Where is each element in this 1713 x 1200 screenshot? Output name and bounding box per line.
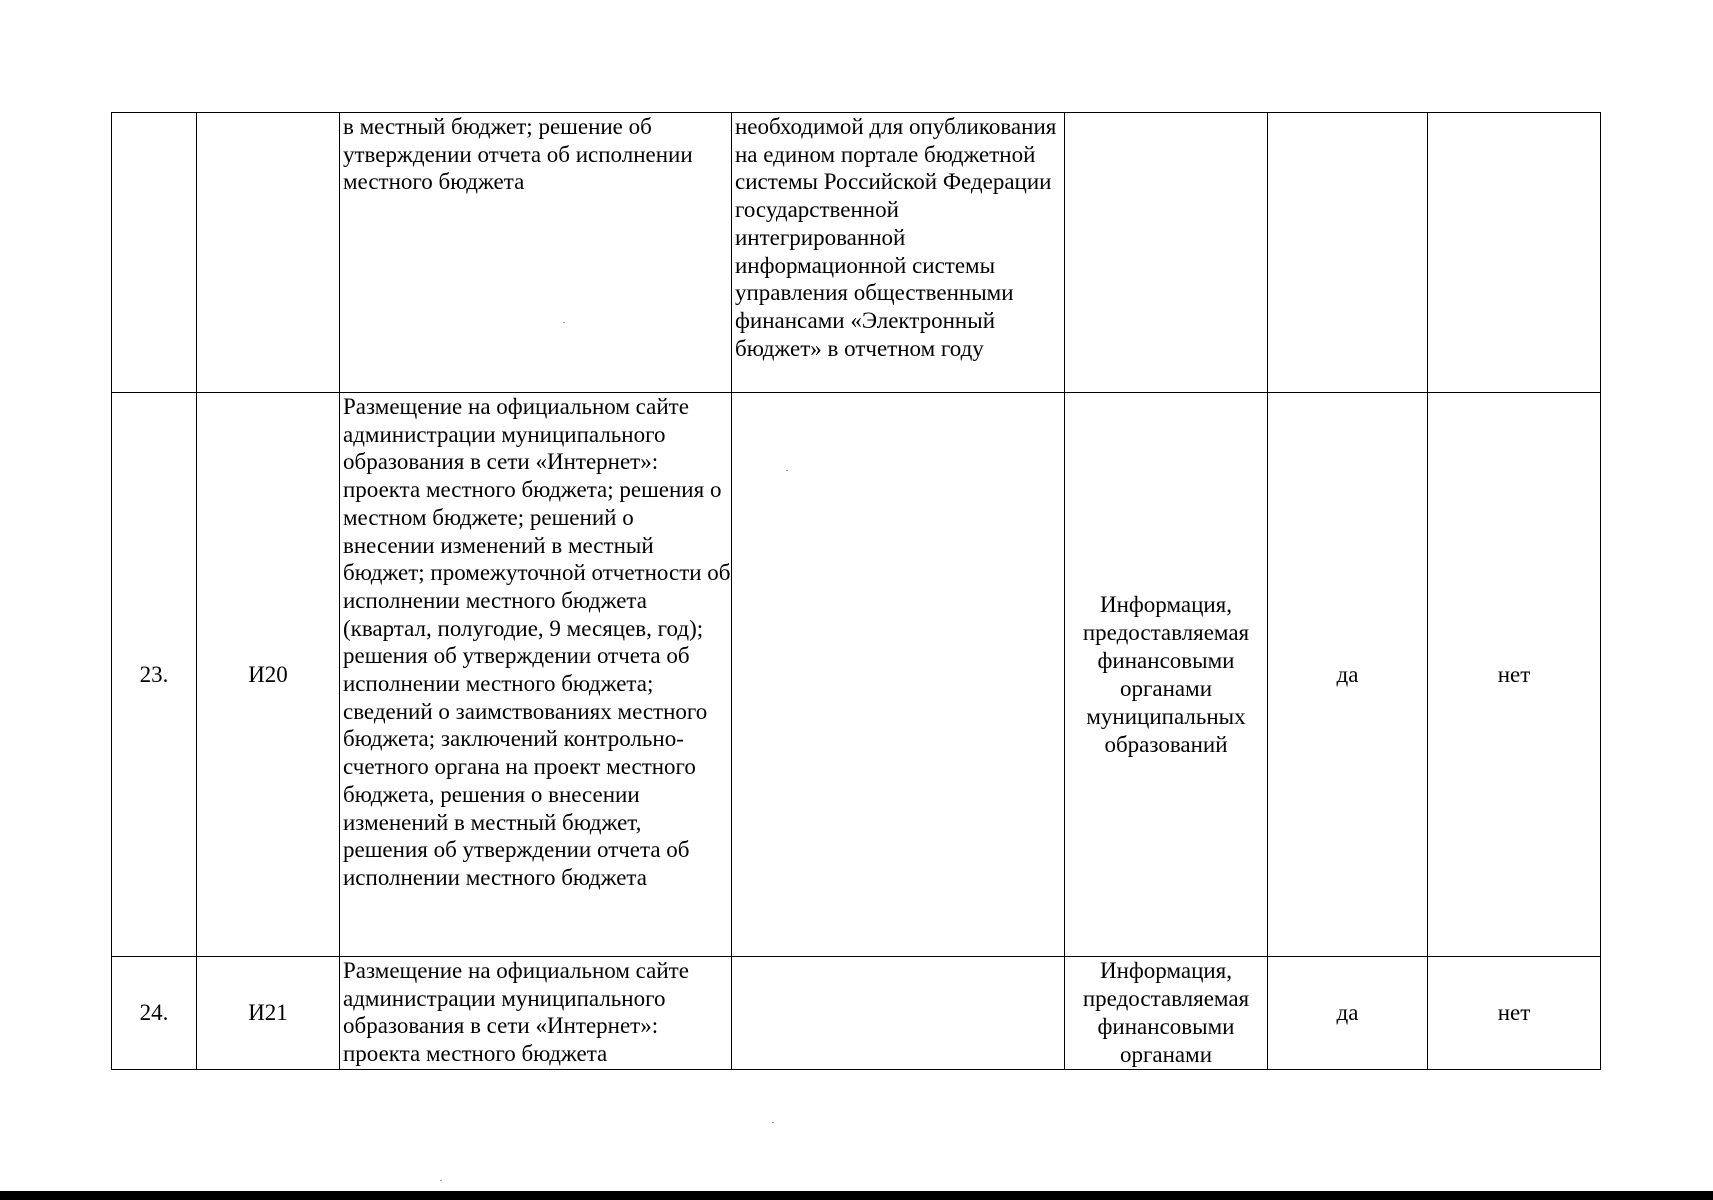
description-line: исполнении местного бюджета bbox=[343, 587, 647, 613]
flag-column-6 bbox=[1268, 113, 1428, 393]
indicator-note bbox=[732, 393, 1065, 957]
table-row bbox=[112, 957, 1601, 1070]
note-line: опубликования на едином bbox=[735, 114, 1057, 167]
indicator-description bbox=[340, 393, 732, 957]
flag-column-6: да bbox=[1268, 957, 1428, 1070]
description-line: образования в сети «Интернет»: bbox=[343, 449, 659, 475]
source-line: предоставляемая bbox=[1082, 986, 1250, 1011]
description-line: решений о внесении изменений в bbox=[343, 504, 634, 558]
note-line: управления общественными bbox=[735, 280, 1014, 306]
description-line: образования в сети «Интернет»: bbox=[343, 1013, 659, 1039]
description-line: органа на проект местного бюджета, bbox=[343, 754, 696, 807]
description-line: решения об утверждении отчета bbox=[343, 643, 661, 669]
indicator-description bbox=[340, 957, 732, 1070]
description-line: об исполнении местного бюджета bbox=[343, 141, 693, 195]
description-line: администрации муниципального bbox=[343, 985, 666, 1011]
description-line: Размещение на официальном сайте bbox=[343, 958, 689, 983]
source-line: органами bbox=[1119, 1042, 1213, 1067]
note-line: необходимой для bbox=[735, 114, 904, 139]
description-line: Размещение на официальном сайте bbox=[343, 394, 689, 419]
source-line: финансовыми bbox=[1097, 1014, 1235, 1039]
information-source bbox=[1065, 393, 1268, 957]
description-line: решения о местном бюджете; bbox=[343, 477, 722, 530]
note-line: финансами «Электронный bbox=[735, 307, 995, 333]
description-line: решения о внесении изменений в bbox=[343, 781, 640, 835]
row-number: 24. bbox=[112, 957, 197, 1070]
scan-speck bbox=[786, 470, 788, 471]
description-line: сведений о заимствованиях bbox=[343, 698, 612, 724]
source-line: финансовыми bbox=[1097, 647, 1235, 673]
description-line: промежуточной отчетности об bbox=[430, 560, 731, 586]
note-line: информационной системы bbox=[735, 252, 996, 278]
note-line: портале бюджетной системы bbox=[735, 141, 1036, 195]
table-row bbox=[112, 113, 1601, 393]
indicator-description bbox=[340, 113, 732, 393]
source-line: Информация, bbox=[1099, 958, 1233, 983]
indicator-note bbox=[732, 957, 1065, 1070]
description-line: утверждении отчета об исполнении bbox=[343, 837, 690, 890]
flag-column-6: да bbox=[1268, 393, 1428, 957]
indicator-code: И20 bbox=[197, 393, 340, 957]
information-source bbox=[1065, 957, 1268, 1070]
scan-edge-bar bbox=[0, 1191, 1713, 1200]
source-line: предоставляемая bbox=[1082, 619, 1250, 645]
source-line: муниципальных bbox=[1086, 703, 1246, 729]
note-line: государственной bbox=[735, 197, 899, 223]
description-line: проекта местного бюджета; bbox=[343, 477, 614, 503]
table-row bbox=[112, 393, 1601, 957]
description-line: об исполнении местного бюджета; bbox=[343, 643, 690, 697]
description-line: местного бюджета; bbox=[343, 698, 708, 752]
note-line: интегрированной bbox=[735, 224, 906, 250]
description-line: администрации муниципального bbox=[343, 421, 666, 447]
flag-column-7: нет bbox=[1428, 393, 1601, 957]
flag-column-7 bbox=[1428, 113, 1601, 393]
note-line: бюджет» в отчетном году bbox=[735, 335, 984, 361]
flag-column-7: нет bbox=[1428, 957, 1601, 1070]
source-line: Информация, bbox=[1099, 591, 1233, 617]
scan-speck bbox=[440, 1180, 442, 1181]
budget-indicators-table bbox=[111, 112, 1601, 1070]
description-line: (квартал, полугодие, 9 месяцев, год); bbox=[343, 615, 704, 641]
description-line: проекта местного бюджета bbox=[343, 1041, 608, 1067]
row-number: 23. bbox=[112, 393, 197, 957]
description-line: местного бюджета bbox=[465, 864, 647, 890]
scan-speck bbox=[772, 1122, 774, 1123]
description-line: решение об утверждении отчета bbox=[343, 114, 652, 167]
scan-speck bbox=[563, 322, 565, 323]
description-line: местный бюджет, решения об bbox=[343, 809, 642, 863]
source-line: образований bbox=[1104, 731, 1228, 757]
description-line: заключений контрольно-счетного bbox=[343, 726, 684, 780]
description-line: местный бюджет; bbox=[343, 532, 654, 586]
description-line: в местный бюджет; bbox=[343, 114, 533, 139]
note-line: Российской Федерации bbox=[823, 169, 1052, 195]
indicator-code bbox=[197, 113, 340, 393]
indicator-note bbox=[732, 113, 1065, 393]
source-line: органами bbox=[1119, 675, 1213, 701]
row-number bbox=[112, 113, 197, 393]
information-source bbox=[1065, 113, 1268, 393]
indicator-code: И21 bbox=[197, 957, 340, 1070]
